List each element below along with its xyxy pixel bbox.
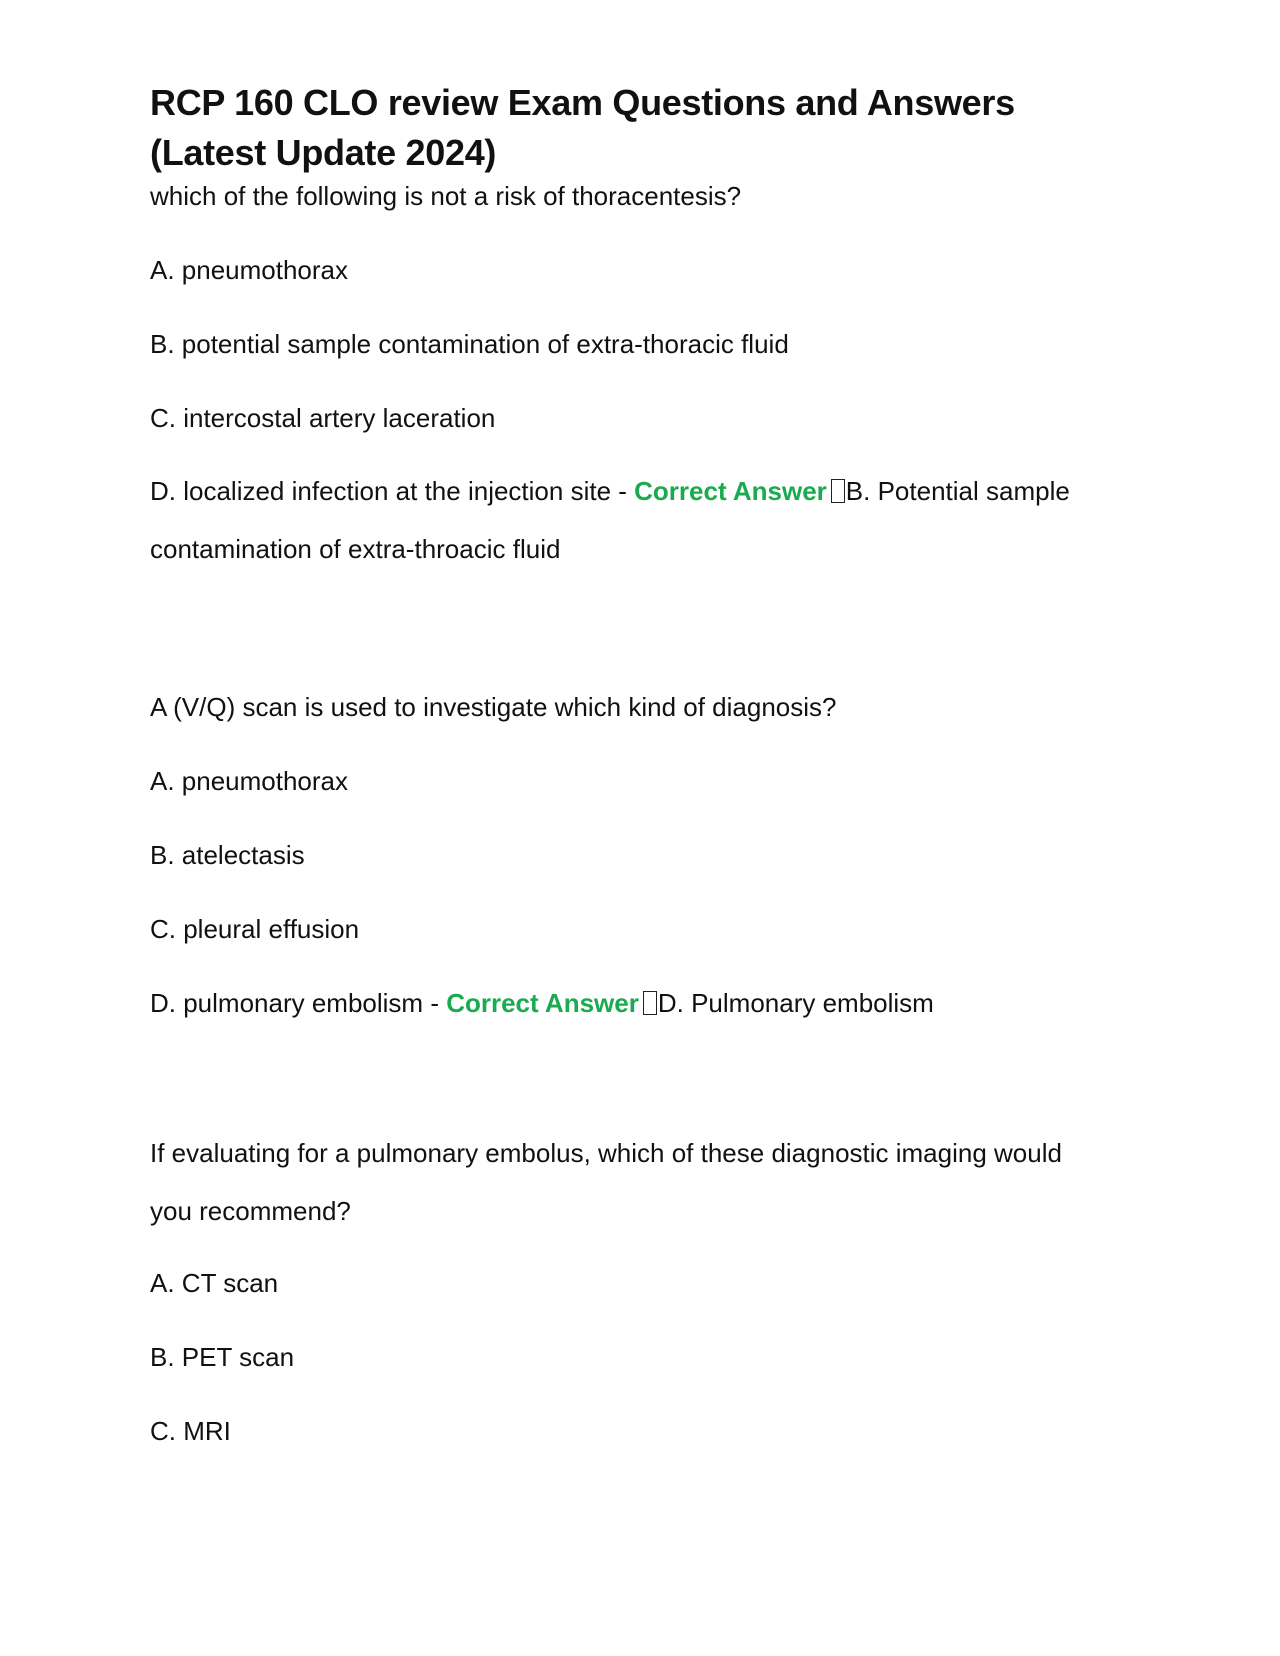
title-line-2: (Latest Update 2024) — [150, 132, 497, 173]
question-text: which of the following is not a risk of thoracentesis? — [150, 181, 742, 211]
missing-glyph-box-icon — [831, 479, 845, 503]
correct-answer-text: D. Pulmonary embolism — [657, 988, 934, 1018]
question-block-1 — [150, 178, 1110, 578]
question-text: A (V/Q) scan is used to investigate which kind of diagnosis? — [150, 692, 837, 722]
option-b: B. potential sample contamination of extra-thoracic fluid — [150, 329, 789, 359]
option-c: C. MRI — [150, 1416, 231, 1446]
correct-answer-label: Correct Answer — [446, 988, 639, 1018]
question-text: If evaluating for a pulmonary embolus, which of these diagnostic imaging would you recommend? — [150, 1138, 1062, 1226]
option-b: B. atelectasis — [150, 840, 305, 870]
correct-answer-text: B. Potential sample contamination of extra-throacic fluid — [150, 476, 1070, 564]
option-a: A. CT scan — [150, 1268, 279, 1298]
option-b: B. PET scan — [150, 1342, 295, 1372]
title-line-1: RCP 160 CLO review Exam Questions and Answers — [150, 82, 1015, 123]
option-c: C. intercostal artery laceration — [150, 403, 496, 433]
question-block-2 — [150, 689, 1110, 1022]
spacer — [150, 1022, 1110, 1124]
option-d: D. localized infection at the injection site - — [150, 476, 635, 506]
option-a: A. pneumothorax — [150, 255, 349, 285]
option-d: D. pulmonary embolism - — [150, 988, 447, 1018]
option-d-with-answer — [150, 462, 1110, 578]
document-title — [150, 78, 1110, 178]
correct-answer-label: Correct Answer — [634, 476, 827, 506]
option-d-with-answer — [150, 985, 1110, 1022]
option-c: C. pleural effusion — [150, 914, 360, 944]
option-a: A. pneumothorax — [150, 766, 349, 796]
question-block-3 — [150, 1124, 1110, 1450]
missing-glyph-box-icon — [643, 991, 657, 1015]
document-page — [150, 78, 1110, 1450]
spacer — [150, 578, 1110, 689]
